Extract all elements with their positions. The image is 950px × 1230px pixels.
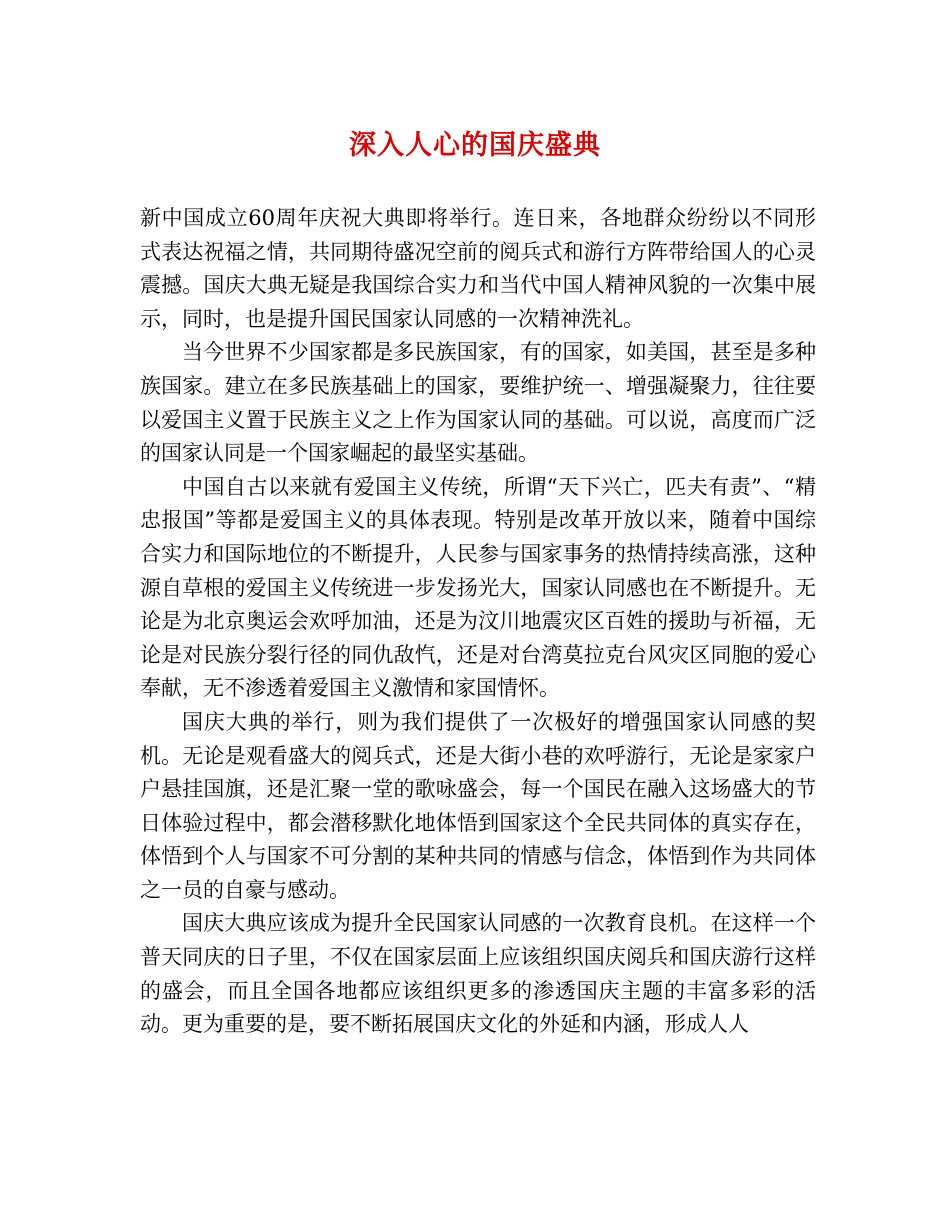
paragraph-5: 国庆大典应该成为提升全民国家认同感的一次教育良机。在这样一个普天同庆的日子里，不仅在国家层面上应该组织国庆阅兵和国庆游行这样的盛会，而且全国各地都应该组织更多的渗透国庆主题的丰富多彩的活动。更为重要的是，要不断拓展国庆文化的外延和内涵，形成人人 — [140, 911, 816, 1037]
paragraph-4: 国庆大典的举行，则为我们提供了一次极好的增强国家认同感的契机。无论是观看盛大的阅兵式，还是大街小巷的欢呼游行，无论是家家户户悬挂国旗，还是汇聚一堂的歌咏盛会，每一个国民在融入这场盛大的节日体验过程中，都会潜移默化地体悟到国家这个全民共同体的真实存在，体悟到个人与国家不可分割的某种共同的情感与信念，体悟到作为共同体之一员的自豪与感动。 — [140, 709, 816, 902]
paragraph-2: 当今世界不少国家都是多民族国家，有的国家，如美国，甚至是多种族国家。建立在多民族基础上的国家，要维护统一、增强凝聚力，往往要以爱国主义置于民族主义之上作为国家认同的基础。可以说，高度而广泛的国家认同是一个国家崛起的最坚实基础。 — [140, 340, 816, 466]
document-title: 深入人心的国庆盛典 — [349, 130, 601, 161]
paragraph-3: 中国自古以来就有爱国主义传统，所谓“天下兴亡，匹夫有责”、“精忠报国”等都是爱国主义的具体表现。特别是改革开放以来，随着中国综合实力和国际地位的不断提升，人民参与国家事务的热情持续高涨，这种源自草根的爱国主义传统进一步发扬光大，国家认同感也在不断提升。无论是为北京奥运会欢呼加油，还是为汶川地震灾区百姓的援助与祈福，无论是对民族分裂行径的同仇敌忾，还是对台湾莫拉克台风灾区同胞的爱心奉献，无不渗透着爱国主义激情和家国情怀。 — [140, 474, 816, 701]
paragraph-1: 新中国成立60周年庆祝大典即将举行。连日来，各地群众纷纷以不同形式表达祝福之情，共同期待盛况空前的阅兵式和游行方阵带给国人的心灵震撼。国庆大典无疑是我国综合实力和当代中国人精神风貌的一次集中展示，同时，也是提升国民国家认同感的一次精神洗礼。 — [140, 206, 816, 331]
document-body — [140, 202, 816, 1042]
